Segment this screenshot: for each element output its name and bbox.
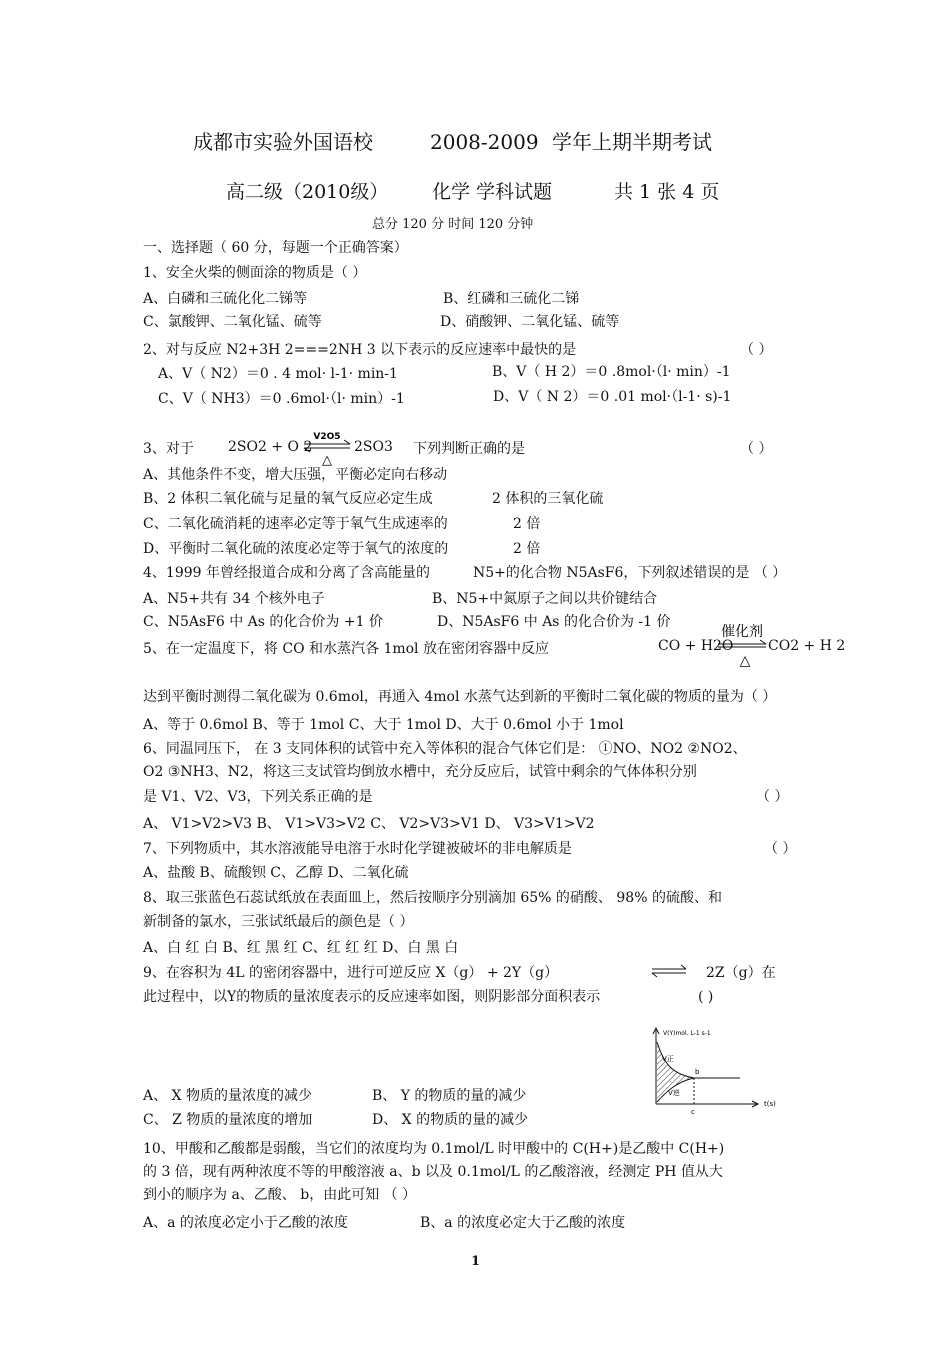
q6-options: A、 V1>V2>V3 B、 V1>V3>V2 C、 V2>V3>V1 D、 V3>V1>V2 [143, 816, 595, 832]
q8-line1: 8、取三张蓝色石蕊试纸放在表面皿上，然后按顺序分别滴加 65% 的硝酸、 98% 的硫酸、和 [143, 890, 722, 906]
q4-option-b: B、N5+中氮原子之间以共价键结合 [432, 591, 658, 607]
exam-subtitle-pages: 共 1 张 4 页 [614, 181, 720, 203]
q9-paren: ( ) [698, 989, 714, 1005]
section-heading: 一、选择题（ 60 分，每题一个正确答案） [143, 240, 408, 256]
q5-equation-left: CO + H2O [658, 638, 734, 654]
q4-option-d: D、N5AsF6 中 As 的化合价为 -1 价 [437, 614, 671, 630]
q2-paren: （ ） [740, 342, 773, 358]
q3-paren: （ ） [740, 441, 773, 457]
q7-paren: （ ） [764, 841, 797, 857]
q9-line1: 9、在容积为 4L 的密闭容器中，进行可逆反应 X（g） + 2Y（g） [143, 965, 559, 981]
graph-ylabel: V(Y)mol. L-1 s-1 [663, 1030, 711, 1037]
q4-stem: 4、1999 年曾经报道合成和分离了含高能量的 [143, 565, 430, 581]
graph-v-forward-label: V正 [662, 1055, 674, 1063]
q5-equation-right: CO2 + H 2 [768, 638, 846, 654]
q10-line1: 10、甲酸和乙酸都是弱酸，当它们的浓度均为 0.1mol/L 时甲酸中的 C(H+)是乙酸中 C(H+) [143, 1141, 725, 1157]
q3-option-a: A、其他条件不变，增大压强，平衡必定向右移动 [143, 467, 448, 483]
exam-subtitle-subject: 化学 学科试题 [432, 181, 553, 203]
q5-catalyst: 催化剂 [721, 624, 763, 640]
q3-option-d: D、平衡时二氧化硫的浓度必定等于氧气的浓度的 [143, 541, 449, 557]
q7-options: A、盐酸 B、硫酸钡 C、乙醇 D、二氧化硫 [143, 865, 409, 881]
q8-options: A、白 红 白 B、红 黑 红 C、红 红 红 D、白 黑 白 [143, 940, 459, 956]
q9-option-d: D、 X 的物质的量的减少 [372, 1112, 529, 1128]
q3-option-b: B、2 体积二氧化硫与足量的氧气反应必定生成 [143, 491, 433, 507]
q6-line1: 6、同温同压下， 在 3 支同体积的试管中充入等体积的混合气体它们是： ①NO、NO2 ②NO2、 [143, 741, 747, 757]
exam-meta: 总分 120 分 时间 120 分钟 [372, 217, 534, 232]
q9-option-b: B、 Y 的物质的量的减少 [372, 1088, 527, 1104]
q3-option-b-end: 2 体积的三氧化硫 [492, 491, 604, 507]
q3-products: 2SO3 [354, 439, 393, 455]
q3-heat: △ [322, 453, 332, 468]
exam-title-school: 成都市实验外国语校 [193, 130, 373, 154]
q7-stem: 7、下列物质中，其水溶液能导电溶于水时化学键被破坏的非电解质是 [143, 841, 572, 857]
q3-option-c-end: 2 倍 [513, 516, 541, 532]
q10-option-a: A、a 的浓度必定小于乙酸的浓度 [143, 1215, 348, 1231]
q5-options: A、等于 0.6mol B、等于 1mol C、大于 1mol D、大于 0.6mol 小于 1mol [143, 717, 624, 733]
q6-paren: （ ） [756, 789, 789, 805]
q8-line2: 新制备的氯水，三张试纸最后的颜色是（ ） [143, 914, 414, 930]
q3-suffix: 下列判断正确的是 [413, 441, 525, 457]
q1-option-d: D、硝酸钾、二氧化锰、硫等 [440, 314, 620, 330]
q2-option-c: C、V（ NH3）＝0 .6mol·（l· min）-1 [158, 391, 405, 407]
q4-option-a: A、N5+共有 34 个核外电子 [143, 591, 325, 607]
q2-option-a: A、V（ N2）＝0 . 4 mol· l-1· min-1 [158, 366, 398, 382]
q9-equilibrium-arrow [650, 962, 690, 980]
graph-xlabel: t(s) [764, 1100, 776, 1108]
q5-stem: 5、在一定温度下，将 CO 和水蒸汽各 1mol 放在密闭容器中反应 [143, 641, 549, 657]
q3-reactants: 2SO2 + O 2 [228, 439, 313, 455]
exam-title-year: 2008-2009 [430, 130, 539, 154]
exam-title-term: 学年上期半期考试 [552, 130, 712, 154]
q3-option-d-end: 2 倍 [513, 541, 541, 557]
q9-rate-graph [648, 1022, 798, 1118]
graph-point-b: b [695, 1068, 700, 1076]
q10-line2: 的 3 倍，现有两种浓度不等的甲酸溶液 a、b 以及 0.1mol/L 的乙酸溶液，经测定 PH 值从大 [143, 1164, 723, 1180]
q9-option-a: A、 X 物质的量浓度的减少 [143, 1088, 312, 1104]
q3-equilibrium-arrow [300, 428, 354, 468]
q9-line2: 此过程中，以Y的物质的量浓度表示的反应速率如图，则阴影部分面积表示 [143, 989, 601, 1005]
q6-line2: O2 ③NH3、N2，将这三支试管均倒放水槽中，充分反应后，试管中剩余的气体体积分别 [143, 764, 697, 780]
q9-line1-end: 2Z（g）在 [706, 965, 776, 981]
q2-stem: 2、对与反应 N2+3H 2===2NH 3 以下表示的反应速率中最快的是 [143, 342, 577, 358]
q9-option-c: C、 Z 物质的量浓度的增加 [143, 1112, 313, 1128]
q4-stem-end: N5+的化合物 N5AsF6，下列叙述错误的是 （ ） [473, 565, 787, 581]
q2-option-d: D、V（ N 2）＝0 .01 mol·（l-1· s)-1 [493, 389, 732, 405]
q3-option-c: C、二氧化硫消耗的速率必定等于氧气生成速率的 [143, 516, 448, 532]
q5-continuation: 达到平衡时测得二氧化碳为 0.6mol，再通入 4mol 水蒸气达到新的平衡时二氧化碳的物质的量为（ ） [143, 689, 777, 705]
q1-option-c: C、氯酸钾、二氧化锰、硫等 [143, 314, 322, 330]
graph-v-reverse-label: V逆 [668, 1089, 680, 1097]
q3-prefix: 3、对于 [143, 441, 194, 457]
graph-point-c: c [691, 1108, 695, 1116]
q1-stem: 1、安全火柴的侧面涂的物质是（ ） [143, 265, 367, 281]
q2-option-b: B、V（ H 2）＝0 .8mol·（l· min）-1 [492, 364, 731, 380]
q3-catalyst: V2O5 [313, 432, 341, 442]
q10-option-b: B、a 的浓度必定大于乙酸的浓度 [420, 1215, 626, 1231]
q5-equilibrium-arrow [716, 622, 768, 668]
q6-line3: 是 V1、V2、V3，下列关系正确的是 [143, 789, 373, 805]
q4-option-c: C、N5AsF6 中 As 的化合价为 +1 价 [143, 614, 383, 630]
exam-subtitle-grade: 高二级（2010级） [226, 181, 389, 203]
q1-option-b: B、红磷和三硫化二锑 [443, 291, 580, 307]
q5-heat: △ [739, 653, 751, 668]
q10-line3: 到小的顺序为 a、乙酸、 b，由此可知 （ ） [143, 1187, 417, 1203]
q1-option-a: A、白磷和三硫化化二锑等 [143, 291, 308, 307]
page-number: 1 [471, 1254, 481, 1269]
